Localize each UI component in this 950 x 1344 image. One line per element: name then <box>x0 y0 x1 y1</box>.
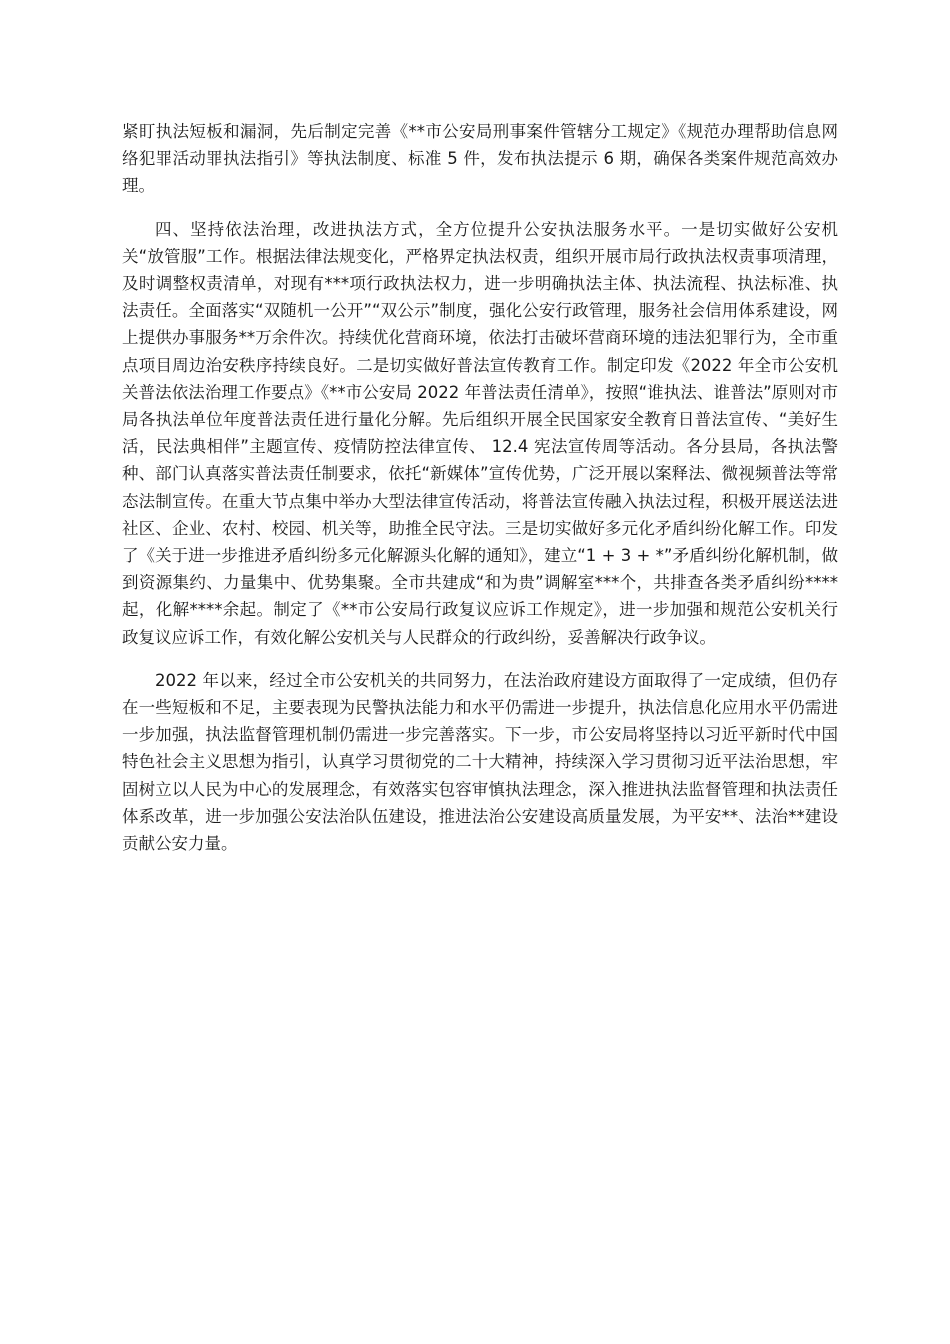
paragraph-summary: 2022 年以来，经过全市公安机关的共同努力，在法治政府建设方面取得了一定成绩，但仍存在一些短板和不足，主要表现为民警执法能力和水平仍需进一步提升，执法信息化应用水平仍需进一步加强，执法监督管理机制仍需进一步完善落实。下一步，市公安局将坚持以习近平新时代中国特色社会主义思想为指引，认真学习贯彻党的二十大精神，持续深入学习贯彻习近平法治思想，牢固树立以人民为中心的发展理念，有效落实包容审慎执法理念，深入推进执法监督管理和执法责任体系改革，进一步加强公安法治队伍建设，推进法治公安建设高质量发展，为平安**、法治**建设贡献公安力量。 <box>122 670 838 854</box>
paragraph-section-four: 四、坚持依法治理，改进执法方式，全方位提升公安执法服务水平。一是切实做好公安机关“放管服”工作。根据法律法规变化，严格界定执法权责，组织开展市局行政执法权责事项清理，及时调整权责清单，对现有***项行政执法权力，进一步明确执法主体、执法流程、执法标准、执法责任。全面落实“双随机一公开”“双公示”制度，强化公安行政管理，服务社会信用体系建设，网上提供办事服务**万余件次。持续优化营商环境，依法打击破坏营商环境的违法犯罪行为，全市重点项目周边治安秩序持续良好。二是切实做好普法宣传教育工作。制定印发《2022 年全市公安机关普法依法治理工作要点》《**市公安局 2022 年普法责任清单》，按照“谁执法、谁普法”原则对市局各执法单位年度普法责任进行量化分解。先后组织开展全民国家安全教育日普法宣传、“美好生活，民法典相伴”主题宣传、疫情防控法律宣传、 12.4 宪法宣传周等活动。各分县局，各执法警种、部门认真落实普法责任制要求，依托“新媒体”宣传优势，广泛开展以案释法、微视频普法等常态法制宣传。在重大节点集中举办大型法律宣传活动，将普法宣传融入执法过程，积极开展送法进社区、企业、农村、校园、机关等，助推全民守法。三是切实做好多元化矛盾纠纷化解工作。印发了《关于进一步推进矛盾纠纷多元化解源头化解的通知》，建立“1 + 3 + *”矛盾纠纷化解机制，做到资源集约、力量集中、优势集聚。全市共建成“和为贵”调解室***个，共排查各类矛盾纠纷****起，化解****余起。制定了《**市公安局行政复议应诉工作规定》，进一步加强和规范公安机关行政复议应诉工作，有效化解公安机关与人民群众的行政纠纷，妥善解决行政争议。 <box>122 219 838 647</box>
paragraph-continuation: 紧盯执法短板和漏洞，先后制定完善《**市公安局刑事案件管辖分工规定》《规范办理帮助信息网络犯罪活动罪执法指引》等执法制度、标准 5 件，发布执法提示 6 期，确保各类案件规范高效办理。 <box>122 122 838 196</box>
document-body <box>122 118 838 873</box>
